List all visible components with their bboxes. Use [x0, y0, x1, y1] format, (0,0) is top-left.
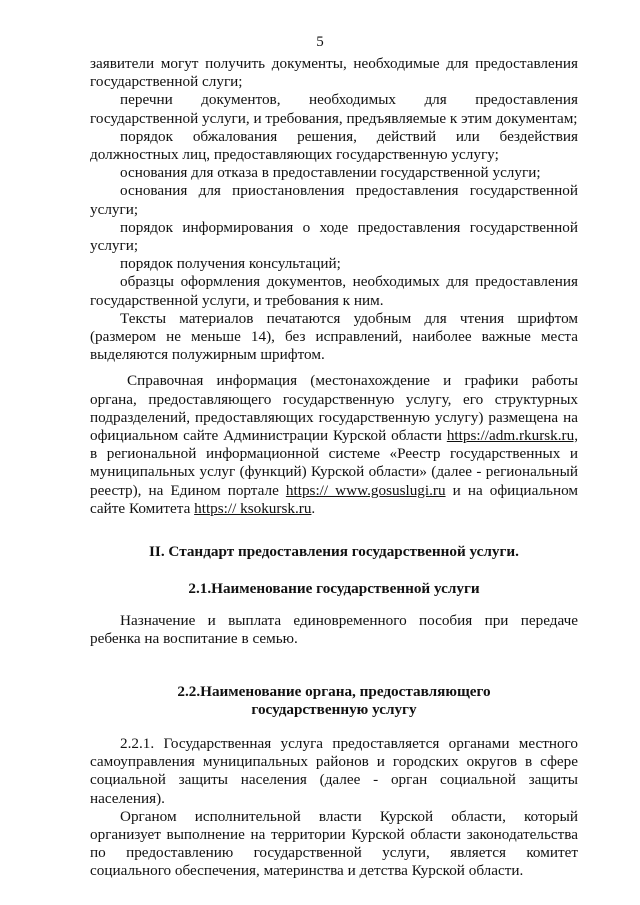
intro-paragraph: заявители могут получить документы, необходимые для предоставления государственной слуги;	[90, 55, 578, 91]
intro-paragraph: порядок обжалования решения, действий или бездействия должностных лиц, предоставляющих государственную услугу;	[90, 127, 578, 164]
reference-info-text-3: и на официальном сайте Комитета	[90, 481, 578, 517]
reference-info-paragraph	[90, 372, 578, 518]
reference-info-text-4: .	[311, 499, 316, 517]
subsection-2-2-body	[90, 735, 578, 881]
intro-paragraph: порядок информирования о ходе предоставления государственной услуги;	[90, 218, 578, 255]
reference-info-text-1: Справочная информация (местонахождение и графики работы органа, предоставляющего государственную услугу, его структурных подразделений, предоставляющих государственную услугу) размещена на официальном сайте Администрации Курской области	[90, 372, 578, 445]
intro-paragraph: основания для приостановления предоставления государственной услуги;	[90, 182, 578, 218]
subsection-2-1-text: Назначение и выплата единовременного пособия при передаче ребенка на воспитание в семью.	[90, 612, 578, 648]
subsection-2-1-title: 2.1.Наименование государственной услуги	[188, 580, 480, 597]
gosuslugi-link[interactable]: https:// www.gosuslugi.ru	[285, 481, 446, 499]
subsection-2-2-paragraph-1: 2.2.1. Государственная услуга предоставляется органами местного самоуправления муниципальных районов и городских округов в сфере социальной защиты населения (далее - орган социальной защиты населения).	[90, 735, 578, 807]
subsection-2-2-title-line-1: 2.2.Наименование органа, предоставляющего	[177, 683, 491, 700]
intro-paragraph: перечни документов, необходимых для предоставления государственной услуги, и требования, предъявляемые к этим документам;	[90, 91, 578, 127]
intro-paragraph: порядок получения консультаций;	[120, 255, 341, 273]
adm-rkursk-link[interactable]: https://adm.rkursk.ru,	[446, 427, 579, 445]
subsection-2-1-body	[90, 612, 578, 648]
intro-section	[90, 55, 578, 518]
section-2-title: II. Стандарт предоставления государственной услуги.	[149, 543, 519, 560]
reference-info-text-2: в региональной информационной системе «Реестр государственных и муниципальных услуг (функций) Курской области» (далее - региональный реестр), на Едином портале	[90, 445, 578, 499]
subsection-2-2-title	[90, 683, 578, 719]
intro-paragraph: образцы оформления документов, необходимых для предоставления государственной услуги, и требования к ним.	[90, 273, 578, 309]
page-number: 5	[316, 34, 324, 50]
subsection-2-2-title-line-2: государственную услугу	[251, 701, 417, 718]
intro-paragraph: Тексты материалов печатаются удобным для чтения шрифтом (размером не меньше 14), без исправлений, наиболее важные места выделяются полужирным шрифтом.	[90, 309, 578, 364]
intro-paragraph: основания для отказа в предоставлении государственной услуги;	[120, 164, 541, 182]
ksokursk-link[interactable]: https:// ksokursk.ru	[194, 499, 312, 517]
subsection-2-2-paragraph-2: Органом исполнительной власти Курской области, который организует выполнение на территории Курской области законодательства по предоставлению государственной услуги, является комитет социального обеспечения, материнства и детства Курской области.	[90, 807, 578, 880]
